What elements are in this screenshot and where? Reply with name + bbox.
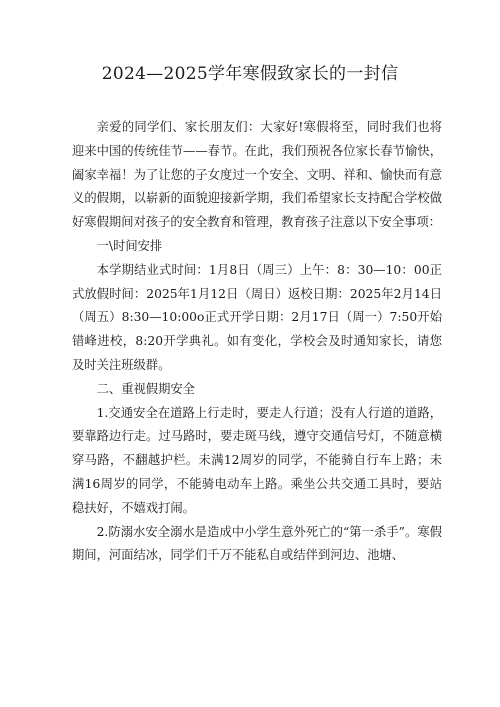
paragraph-traffic-safety: 1.交通安全在道路上行走时，要走人行道；没有人行道的道路，要靠路边行走。过马路时，要走斑马线，遵守交通信号灯，不随意横穿马路，不翻越护栏。未满12周岁的同学，不能骑自行车上路；未满16周岁的同学，不能骑电动车上路。乘坐公共交通工具时，要站稳扶好，不嬉戏打闹。 <box>72 405 442 515</box>
document-title: 2024—2025学年寒假致家长的一封信 <box>101 64 399 84</box>
letter-body <box>72 116 442 568</box>
heading-schedule: 一\时间安排 <box>96 238 163 253</box>
heading-safety: 二、重视假期安全 <box>96 381 195 396</box>
paragraph-greeting: 亲爱的同学们、家长朋友们：大家好!寒假将至，同时我们也将迎来中国的传统佳节——春节。在此，我们预祝各位家长春节愉快，阖家幸福！为了让您的子女度过一个安全、文明、祥和、愉快而有意义的假期，以崭新的面貌迎接新学期，我们希望家长支持配合学校做好寒假期间对孩子的安全教育和管理，教育孩子注意以下安全事项： <box>72 120 442 230</box>
paragraph-schedule: 本学期结业式时间：1月8日（周三）上午：8：30—10：00正式放假时间：2025年1月12日（周日）返校日期：2025年2月14日（周五）8:30—10:00o正式开学日期：2月17日（周一）7:50开始错峰进校，8:20开学典礼。如有变化，学校会及时通知家长，请您及时关注班级群。 <box>72 262 442 372</box>
paragraph-drowning-safety: 2.防溺水安全溺水是造成中小学生意外死亡的“第一杀手”。寒假期间，河面结冰，同学们千万不能私自或结伴到河边、池塘、 <box>72 524 442 563</box>
